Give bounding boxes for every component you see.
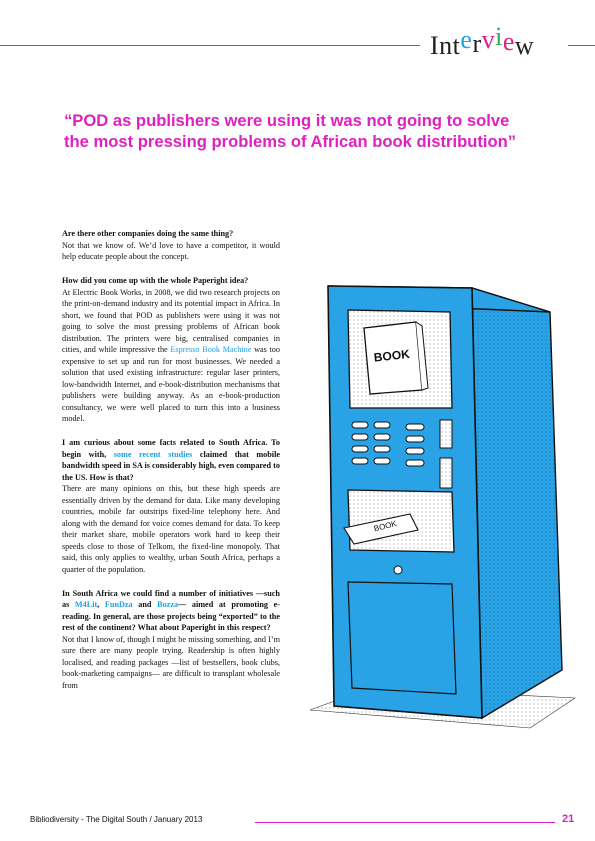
answer-1: Not that we know of. We’d love to have a competitor, it would help educate people about the concept. xyxy=(62,240,280,261)
espresso-book-machine-link[interactable]: Espresso Book Machine xyxy=(170,345,252,354)
fundza-link[interactable]: FunDza xyxy=(104,600,133,609)
page-number: 21 xyxy=(562,813,575,825)
lock-icon xyxy=(394,566,402,574)
bozza-link[interactable]: Bozza xyxy=(157,600,179,609)
section-title-letter: I xyxy=(430,31,440,60)
section-title xyxy=(430,22,535,62)
section-title-letter: e xyxy=(502,27,515,56)
answer-2-text: At Electric Book Works, in 2008, we did two research projects on the print-on-demand industry and its potential impact in Africa. In short, we found that POD as publishers were using it was not going to solve the most pressing problems of African book distribution. The printers were big, centralised companies in cities, and while impressive the xyxy=(62,287,280,354)
pull-quote: “POD as publishers were using it was not going to solve the most pressing problems of African book distribution” xyxy=(64,111,517,151)
answer-2-text-cont: was too expensive to set up and run for most businesses. We needed a solution that used existing infrastructure: regular laser printers, low-bandwidth Internet, and e-book-distribution mechanisms that publishers were building anyway. As an e-book-production consultancy, we were well placed to turn this into a business model. xyxy=(62,345,280,423)
answer-4: Not that I know of, though I might be missing something, and I’m sure there are many people trying. Readership is often highly localised, and reading packages —list of bestsellers, book clubs, book-marketing campaigns— are difficult to transplant wholesale from xyxy=(62,634,280,690)
recent-studies-link[interactable]: some recent studies xyxy=(113,449,193,459)
section-title-letter: n xyxy=(439,31,453,60)
section-title-letter: v xyxy=(481,25,496,54)
answer-3: There are many opinions on this, but these high speeds are essentially driven by the demand for data. Like many developing countries, mobile far outstrips fixed-line telephony here. And along with the demand for voice comes demand for data. To keep their market share, mobile operators work hard to keep their speeds close to those of Telkom, the fixed-line monopoly. That said, this only applies to wealthy, urban South Africa, perhaps a quarter of the population. xyxy=(62,484,280,574)
card-slot xyxy=(440,420,452,448)
footer-text: Bibliodiversity - The Digital South / January 2013 xyxy=(30,815,203,824)
book-icon xyxy=(364,322,428,394)
question-3-text: I am curious about some facts related to South Africa. To begin with, xyxy=(62,438,280,459)
section-title-letter: e xyxy=(460,25,473,54)
question-4-text: In South Africa we could find a number of initiatives —such as xyxy=(62,588,280,609)
separator: , xyxy=(97,600,105,609)
question-3 xyxy=(62,437,280,483)
section-title-letter: i xyxy=(495,22,503,51)
m4lit-link[interactable]: M4Lit xyxy=(74,600,98,609)
question-2: How did you come up with the whole Paperight idea? xyxy=(62,276,249,285)
section-title-letter: r xyxy=(472,29,482,58)
question-4 xyxy=(62,588,280,634)
book-vending-machine-illustration xyxy=(300,270,578,735)
question-1: Are there other companies doing the same thing? xyxy=(62,229,234,238)
section-title-letter: w xyxy=(514,31,535,60)
footer-rule xyxy=(255,822,555,823)
answer-2 xyxy=(62,287,280,425)
section-title-letter: t xyxy=(452,31,461,60)
machine-side-panel xyxy=(472,288,562,718)
book-cover-label: BOOK xyxy=(373,346,411,365)
question-3-text-cont: claimed that mobile bandwidth speed in SA is considerably high, even compared to the US. How is that? xyxy=(62,449,280,482)
header-rule-right xyxy=(568,45,595,46)
article-column xyxy=(62,228,280,691)
header-rule-left xyxy=(0,45,420,46)
separator: and xyxy=(132,600,158,609)
question-4-text-cont: — aimed at promoting e-reading. In general, are those projects being “exported” to the rest of the continent? What about Paperight in this respect? xyxy=(62,600,281,632)
coin-slot xyxy=(440,458,452,488)
dispensed-book-label: BOOK xyxy=(372,519,398,534)
